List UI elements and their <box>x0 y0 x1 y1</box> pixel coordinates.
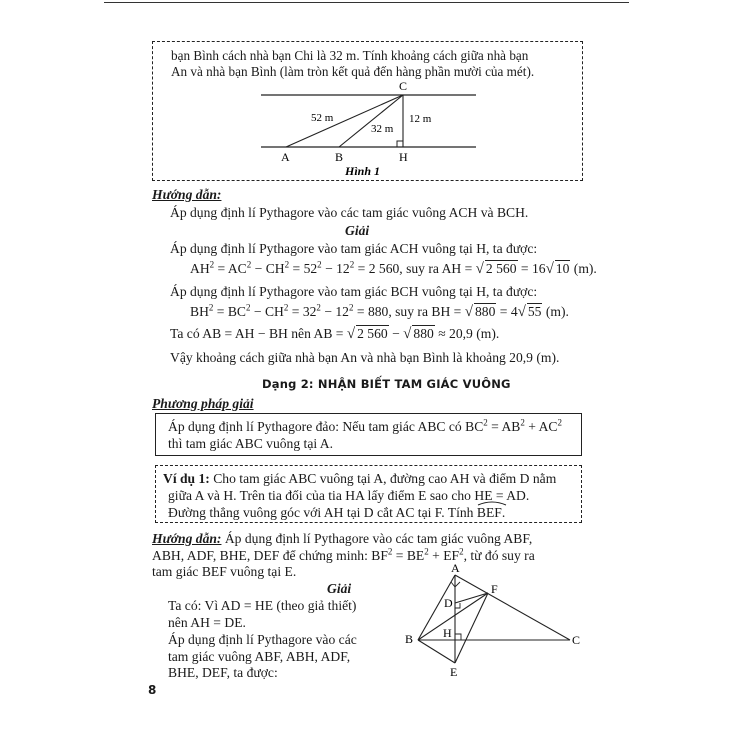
guide-1-title: Hướng dẫn: <box>152 187 222 202</box>
label-C: C <box>572 633 581 647</box>
solution-2-line-4: tam giác vuông ABF, ABH, ADF, <box>168 649 351 664</box>
label-H: H <box>443 626 452 640</box>
solution-2-line-3: Áp dụng định lí Pythagore vào các <box>168 632 357 647</box>
segment-DF <box>455 593 488 603</box>
angle-BEF: BEF <box>476 505 502 520</box>
guide-2-line-2: ABH, ADF, BHE, DEF để chứng minh: $BF^2 = BE^2 + EF^2$, từ đó suy ra <box>152 546 535 563</box>
guide-2-line-1: Hướng dẫn: Áp dụng định lí Pythagore vào các tam giác vuông ABF, <box>152 531 533 546</box>
length-CH: 12 m <box>409 113 432 125</box>
segment-BC <box>339 95 403 147</box>
label-B: B <box>405 632 414 646</box>
figure-caption: Hình 1 <box>345 164 381 178</box>
example-1-line-2: giữa A và H. Trên tia đối của tia HA lấy điểm E sao cho HE = AD. <box>168 488 530 503</box>
solution-1-p1: Áp dụng định lí Pythagore vào tam giác ACH vuông tại H, ta được: <box>170 241 538 256</box>
right-angle-mark-H <box>455 634 461 640</box>
method-line-1: Áp dụng định lí Pythagore đảo: Nếu tam giác ABC có $BC^2 = AB^2 + AC^2$ <box>168 417 562 434</box>
label-B: B <box>335 150 344 164</box>
method-title: Phương pháp giải <box>152 396 254 411</box>
solution-1-conclusion: Vậy khoảng cách giữa nhà bạn An và nhà bạn Bình là khoảng 20,9 (m). <box>170 350 560 365</box>
section-2-heading: Dạng 2: NHẬN BIẾT TAM GIÁC VUÔNG <box>262 377 511 391</box>
segment-AC <box>455 575 570 640</box>
figure-1 <box>256 78 516 178</box>
method-line-2: thì tam giác ABC vuông tại A. <box>168 436 334 451</box>
right-angle-mark-H <box>397 141 403 147</box>
label-E: E <box>450 665 458 679</box>
equation-1: $AH^2 = AC^2 - CH^2 = 52^2 - 12^2 = 2$ 560, suy ra AH = √ 2 560 = 16√ 10 (m). <box>190 259 597 277</box>
label-D: D <box>444 596 453 610</box>
equation-2: $BH^2 = BC^2 - CH^2 = 32^2 - 12^2 = 880$, suy ra BH = √ 880 = 4√ 55 (m). <box>190 302 569 320</box>
guide-1-text: Áp dụng định lí Pythagore vào các tam giác vuông ACH và BCH. <box>170 205 529 220</box>
length-AC: 52 m <box>311 112 334 124</box>
solution-1-p2: Áp dụng định lí Pythagore vào tam giác BCH vuông tại H, ta được: <box>170 284 538 299</box>
example-1-label: Ví dụ 1: <box>163 471 210 486</box>
equation-3: Ta có AB = AH − BH nên AB = √ 2 560 − √ 880 ≈ 20,9 (m). <box>170 326 500 342</box>
label-F: F <box>491 582 498 596</box>
solution-2-line-5: BHE, DEF, ta được: <box>168 665 278 680</box>
example-1-line-3: Đường thẳng vuông góc với AH tại D cắt AC tại F. Tính BEF . <box>168 504 505 521</box>
segment-AC <box>286 95 403 147</box>
solution-2-line-1: Ta có: Vì AD = HE (theo giả thiết) <box>168 598 357 613</box>
solution-2-line-2: nên AH = DE. <box>168 615 246 630</box>
page-number: 8 <box>148 683 157 697</box>
segment-BE <box>418 640 455 663</box>
solution-1-title: Giải <box>345 223 370 238</box>
problem-line-1: bạn Bình cách nhà bạn Chi là 32 m. Tính khoảng cách giữa nhà bạn <box>171 48 529 63</box>
right-angle-mark-D <box>455 603 460 608</box>
guide-2-title: Hướng dẫn: <box>152 531 222 546</box>
problem-line-2: An và nhà bạn Bình (làm tròn kết quả đến hàng phần mười của mét). <box>171 64 535 79</box>
guide-2-line-3: tam giác BEF vuông tại E. <box>152 564 297 579</box>
length-BC: 32 m <box>371 123 394 135</box>
solution-2-title: Giải <box>327 581 352 596</box>
label-C: C <box>399 79 408 93</box>
figure-2 <box>400 560 600 680</box>
label-H: H <box>399 150 408 164</box>
label-A: A <box>281 150 290 164</box>
label-A: A <box>451 561 460 575</box>
example-1-line-1: Ví dụ 1: Cho tam giác ABC vuông tại A, đường cao AH và điểm D nằm <box>163 471 557 486</box>
top-rule <box>104 2 629 3</box>
